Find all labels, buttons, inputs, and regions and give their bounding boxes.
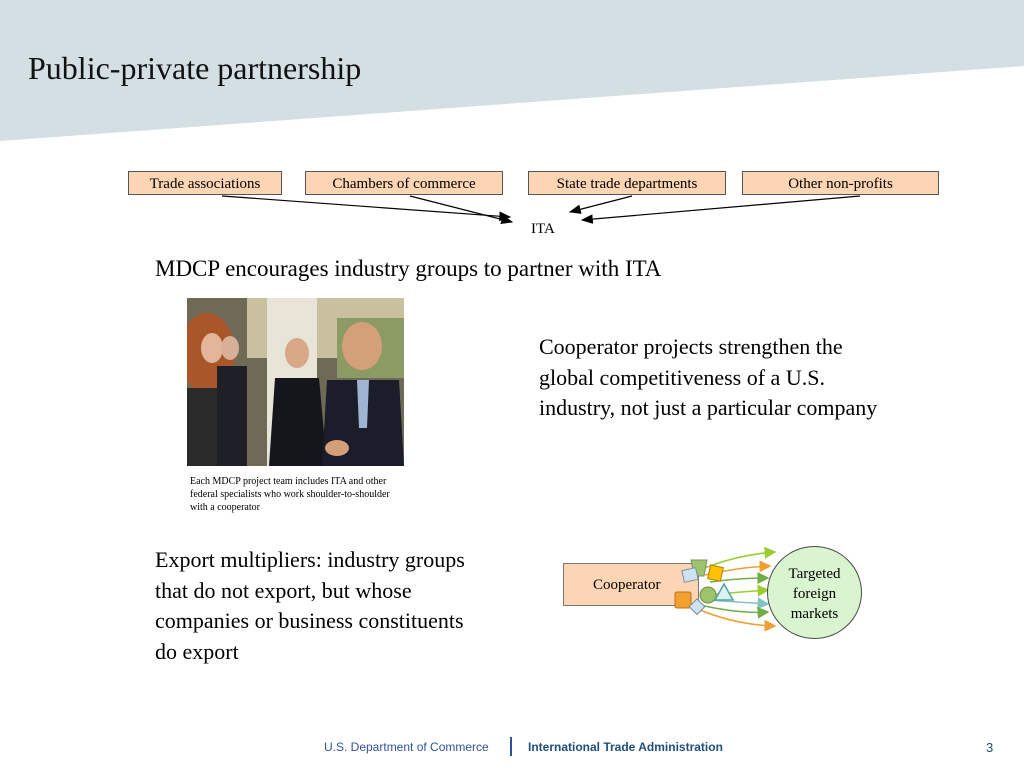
footer [0,735,1024,761]
export-multipliers-text: Export multipliers: industry groups that do not export, but whose companies or business constituents do export [155,547,465,664]
footer-department: U.S. Department of Commerce [324,740,489,754]
ita-label: ITA [531,221,555,237]
page-number: 3 [986,740,994,755]
footer-divider [510,737,512,756]
footer-agency: International Trade Administration [528,740,723,754]
org-box-trade-associations: Trade associations [128,171,282,195]
headline: MDCP encourages industry groups to partner with ITA [155,256,662,281]
photo-caption: Each MDCP project team includes ITA and other federal specialists who work shoulder-to-shoulder with a cooperator [190,476,390,513]
slide-title: Public-private partnership [28,50,362,86]
cooperator-projects-text: Cooperator projects strengthen the global competitiveness of a U.S. industry, not just a particular company [539,334,878,420]
org-box-other-non-profits: Other non-profits [742,171,939,195]
org-box-state-trade-departments: State trade departments [528,171,726,195]
org-box-chambers-of-commerce: Chambers of commerce [305,171,503,195]
cooperator-box: Cooperator [563,563,699,606]
targeted-markets-circle: Targeted foreign markets [767,546,862,639]
